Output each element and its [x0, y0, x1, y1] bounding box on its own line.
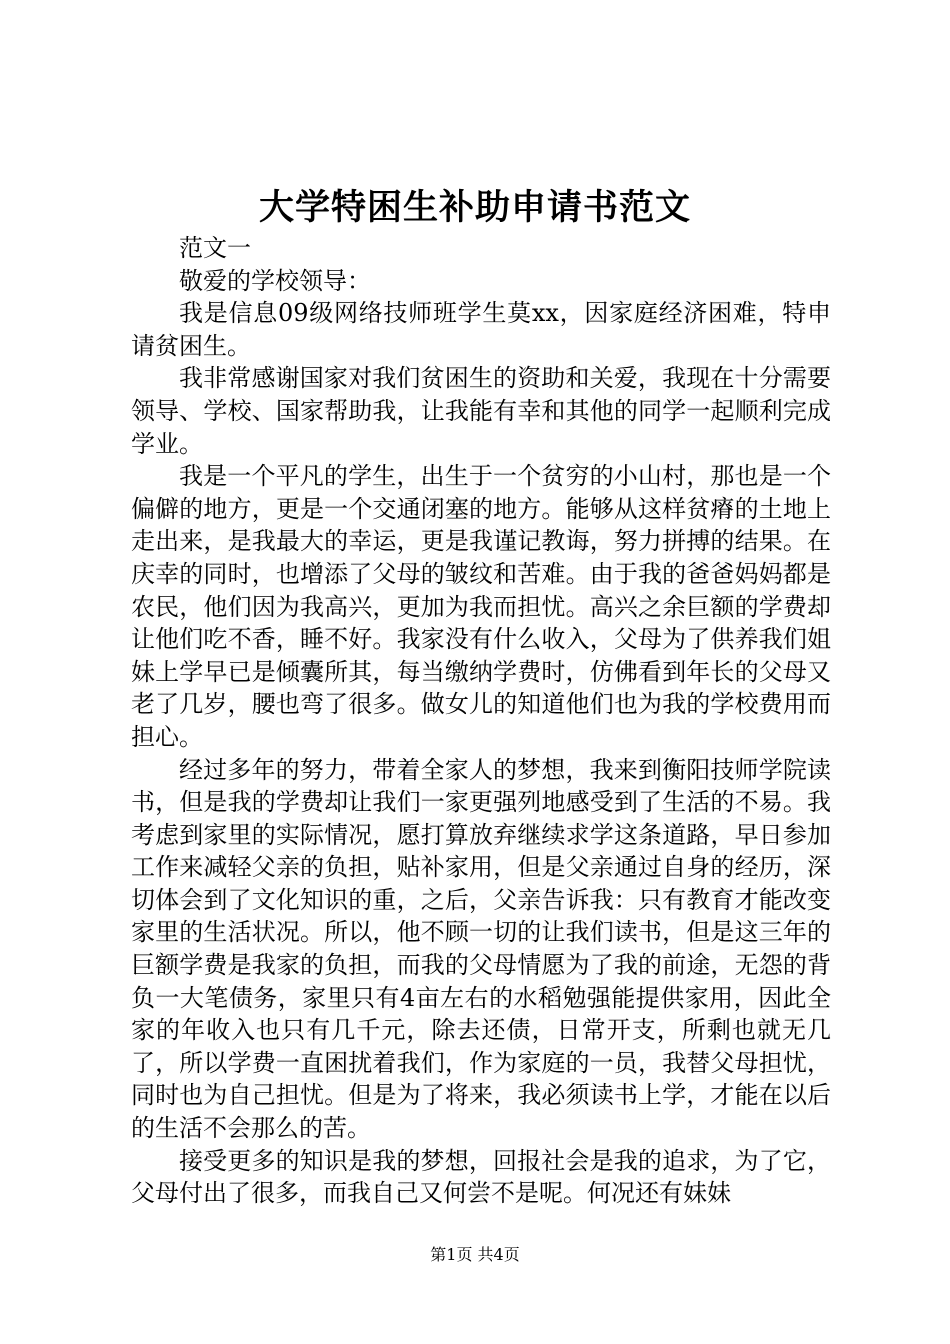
paragraph-aspiration: 接受更多的知识是我的梦想，回报社会是我的追求，为了它，父母付出了很多，而我自己又何尝不是呢。何况还有妹妹 — [131, 1146, 831, 1208]
document-title: 大学特困生补助申请书范文 — [258, 187, 691, 228]
paragraph-gratitude: 我非常感谢国家对我们贫困生的资助和关爱，我现在十分需要领导、学校、国家帮助我，让我能有幸和其他的同学一起顺利完成学业。 — [131, 364, 831, 458]
page-number-footer: 第1页 共4页 — [430, 1245, 520, 1264]
document-body — [131, 232, 831, 1210]
paragraph-background: 我是一个平凡的学生，出生于一个贫穷的小山村，那也是一个偏僻的地方，更是一个交通闭塞的地方。能够从这样贫瘠的土地上走出来，是我最大的幸运，更是我谨记教诲，努力拼搏的结果。在庆幸的同时，也增添了父母的皱纹和苦难。由于我的爸爸妈妈都是农民，他们因为我高兴，更加为我而担忧。高兴之余巨额的学费却让他们吃不香，睡不好。我家没有什么收入，父母为了供养我们姐妹上学早已是倾囊所其，每当缴纳学费时，仿佛看到年长的父母又老了几岁，腰也弯了很多。做女儿的知道他们也为我的学校费用而担心。 — [131, 462, 831, 751]
paragraph-greeting: 敬爱的学校领导： — [179, 266, 371, 295]
paragraph-salutation-label: 范文一 — [179, 234, 251, 262]
paragraph-family-situation: 经过多年的努力，带着全家人的梦想，我来到衡阳技师学院读书，但是我的学费却让我们一家更强列地感受到了生活的不易。我考虑到家里的实际情况，愿打算放弃继续求学这条道路，早日参加工作来减轻父亲的负担，贴补家用，但是父亲通过自身的经历，深切体会到了文化知识的重，之后，父亲告诉我：只有教育才能改变家里的生活状况。所以，他不顾一切的让我们读书，但是这三年的巨额学费是我家的负担，而我的父母情愿为了我的前途，无怨的背负一大笔债务，家里只有4亩左右的水稻勉强能提供家用，因此全家的年收入也只有几千元，除去还债，日常开支，所剩也就无几了，所以学费一直困扰着我们，作为家庭的一员，我替父母担忧，同时也为自己担忧。但是为了将来，我必须读书上学，才能在以后的生活不会那么的苦。 — [131, 755, 831, 1143]
paragraph-introduction: 我是信息09级网络技师班学生莫xx，因家庭经济困难，特申请贫困生。 — [131, 299, 831, 360]
